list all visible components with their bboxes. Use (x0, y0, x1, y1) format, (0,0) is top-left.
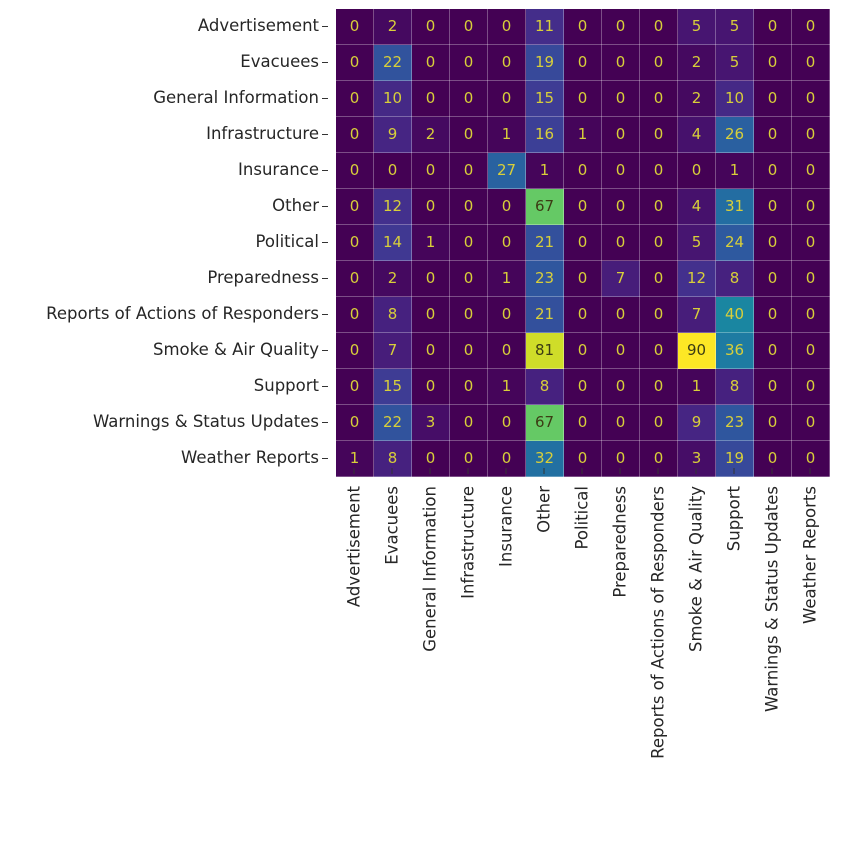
y-tick-label: Warnings & Status Updates (93, 412, 319, 431)
heatmap-cell: 0 (640, 225, 678, 261)
heatmap-cell: 81 (526, 333, 564, 369)
y-tick-label: Advertisement (197, 16, 319, 35)
heatmap-cell: 15 (526, 81, 564, 117)
heatmap-cell: 0 (412, 261, 450, 297)
heatmap-cell: 2 (412, 117, 450, 153)
heatmap-cell: 7 (374, 333, 412, 369)
heatmap-cell: 0 (488, 189, 526, 225)
heatmap-cell: 1 (488, 261, 526, 297)
heatmap-row (336, 297, 830, 333)
heatmap-cell: 2 (678, 81, 716, 117)
heatmap-cell: 0 (640, 441, 678, 477)
heatmap-cell: 0 (564, 153, 602, 189)
x-tick-mark (544, 468, 545, 474)
heatmap-cell: 0 (488, 45, 526, 81)
heatmap-cell: 0 (792, 261, 830, 297)
x-tick-mark (658, 468, 659, 474)
heatmap-cell: 0 (488, 441, 526, 477)
y-tick-label: Political (255, 232, 319, 251)
heatmap-grid (335, 8, 830, 477)
heatmap-cell: 0 (602, 405, 640, 441)
heatmap-cell: 0 (412, 81, 450, 117)
x-tick-mark (430, 468, 431, 474)
x-tick-label: Political (572, 486, 592, 550)
heatmap-cell: 0 (792, 405, 830, 441)
heatmap-cell: 0 (640, 333, 678, 369)
heatmap-row (336, 333, 830, 369)
heatmap-cell: 0 (336, 153, 374, 189)
y-tick-label: Weather Reports (180, 448, 319, 467)
heatmap-cell: 0 (564, 297, 602, 333)
heatmap-cell: 0 (754, 369, 792, 405)
heatmap-cell: 0 (450, 369, 488, 405)
heatmap-cell: 1 (716, 153, 754, 189)
heatmap-cell: 1 (412, 225, 450, 261)
x-tick-label: Insurance (496, 486, 516, 567)
heatmap-cell: 0 (450, 117, 488, 153)
heatmap-cell: 3 (678, 441, 716, 477)
heatmap-cell: 27 (488, 153, 526, 189)
x-tick-mark (696, 468, 697, 474)
heatmap-cell: 0 (374, 153, 412, 189)
heatmap-cell: 11 (526, 9, 564, 45)
heatmap-cell: 36 (716, 333, 754, 369)
heatmap-cell: 21 (526, 297, 564, 333)
heatmap-cell: 1 (488, 369, 526, 405)
heatmap-cell: 0 (602, 441, 640, 477)
heatmap-cell: 0 (336, 45, 374, 81)
heatmap-cell: 0 (754, 297, 792, 333)
x-tick-slot (601, 476, 639, 836)
heatmap-row (336, 225, 830, 261)
heatmap-cell: 0 (792, 117, 830, 153)
heatmap-cell: 8 (374, 441, 412, 477)
heatmap-cell: 5 (678, 9, 716, 45)
heatmap-cell: 0 (792, 225, 830, 261)
y-tick-mark (322, 26, 328, 27)
heatmap-cell: 14 (374, 225, 412, 261)
x-tick-label: Smoke & Air Quality (686, 486, 706, 652)
heatmap-cell: 32 (526, 441, 564, 477)
heatmap-cell: 21 (526, 225, 564, 261)
heatmap-cell: 0 (792, 153, 830, 189)
x-tick-mark (734, 468, 735, 474)
heatmap-cell: 0 (754, 81, 792, 117)
heatmap-cell: 0 (792, 369, 830, 405)
heatmap-cell: 0 (640, 9, 678, 45)
y-tick-mark (322, 134, 328, 135)
heatmap-cell: 0 (450, 9, 488, 45)
y-tick-mark (322, 62, 328, 63)
x-tick-label: Reports of Actions of Responders (648, 486, 668, 759)
heatmap-cell: 4 (678, 189, 716, 225)
heatmap-cell: 0 (754, 441, 792, 477)
heatmap-cell: 5 (716, 9, 754, 45)
heatmap-cell: 67 (526, 189, 564, 225)
y-tick-mark (322, 98, 328, 99)
x-tick-slot (335, 476, 373, 836)
heatmap-cell: 22 (374, 405, 412, 441)
heatmap-cell: 0 (488, 225, 526, 261)
heatmap-cell: 0 (792, 45, 830, 81)
heatmap-cell: 0 (336, 369, 374, 405)
x-tick-label: General Information (420, 486, 440, 652)
heatmap-cell: 0 (412, 9, 450, 45)
heatmap-cell: 0 (564, 45, 602, 81)
x-tick-label: Other (534, 486, 554, 533)
heatmap-cell: 0 (450, 45, 488, 81)
y-tick-label: General Information (153, 88, 319, 107)
heatmap-cell: 2 (374, 261, 412, 297)
heatmap-cell: 0 (754, 45, 792, 81)
heatmap-cell: 0 (792, 333, 830, 369)
x-tick-slot (525, 476, 563, 836)
y-tick-label: Support (253, 376, 319, 395)
heatmap-cell: 67 (526, 405, 564, 441)
heatmap-cell: 8 (374, 297, 412, 333)
heatmap-row (336, 9, 830, 45)
heatmap-cell: 0 (450, 405, 488, 441)
heatmap-cell: 0 (336, 117, 374, 153)
heatmap-row (336, 261, 830, 297)
heatmap-cell: 23 (526, 261, 564, 297)
heatmap-cell: 0 (336, 261, 374, 297)
y-tick-mark (322, 242, 328, 243)
heatmap-cell: 9 (678, 405, 716, 441)
heatmap-row (336, 405, 830, 441)
heatmap-row (336, 117, 830, 153)
heatmap-cell: 0 (602, 189, 640, 225)
heatmap-cell: 0 (754, 117, 792, 153)
y-tick-label: Infrastructure (206, 124, 319, 143)
y-tick-mark (322, 458, 328, 459)
heatmap-cell: 90 (678, 333, 716, 369)
heatmap-cell: 0 (754, 9, 792, 45)
heatmap-cell: 12 (374, 189, 412, 225)
heatmap-cell: 0 (450, 81, 488, 117)
heatmap-cell: 0 (602, 117, 640, 153)
y-tick-label: Smoke & Air Quality (153, 340, 319, 359)
heatmap-plot-area (335, 8, 830, 477)
x-tick-mark (354, 468, 355, 474)
y-tick-mark (322, 314, 328, 315)
heatmap-cell: 24 (716, 225, 754, 261)
heatmap-cell: 0 (564, 81, 602, 117)
heatmap-cell: 0 (450, 189, 488, 225)
heatmap-cell: 0 (640, 81, 678, 117)
y-tick-mark (322, 350, 328, 351)
heatmap-cell: 0 (450, 297, 488, 333)
heatmap-cell: 0 (602, 225, 640, 261)
x-tick-mark (772, 468, 773, 474)
x-tick-mark (620, 468, 621, 474)
heatmap-cell: 0 (564, 405, 602, 441)
y-tick-label: Preparedness (207, 268, 319, 287)
heatmap-cell: 0 (564, 189, 602, 225)
heatmap-cell: 15 (374, 369, 412, 405)
heatmap-cell: 0 (336, 405, 374, 441)
heatmap-cell: 10 (716, 81, 754, 117)
heatmap-cell: 26 (716, 117, 754, 153)
heatmap-cell: 0 (754, 405, 792, 441)
heatmap-cell: 0 (640, 189, 678, 225)
heatmap-cell: 0 (412, 333, 450, 369)
heatmap-cell: 1 (336, 441, 374, 477)
heatmap-cell: 0 (640, 369, 678, 405)
heatmap-cell: 0 (602, 369, 640, 405)
heatmap-cell: 7 (678, 297, 716, 333)
heatmap-row (336, 45, 830, 81)
x-tick-slot (449, 476, 487, 836)
heatmap-cell: 0 (792, 297, 830, 333)
heatmap-cell: 0 (602, 153, 640, 189)
heatmap-cell: 0 (412, 153, 450, 189)
heatmap-cell: 10 (374, 81, 412, 117)
heatmap-cell: 0 (336, 297, 374, 333)
heatmap-cell: 0 (640, 117, 678, 153)
heatmap-cell: 2 (678, 45, 716, 81)
heatmap-cell: 0 (488, 405, 526, 441)
heatmap-cell: 0 (488, 81, 526, 117)
heatmap-cell: 0 (564, 441, 602, 477)
x-tick-slot (791, 476, 829, 836)
heatmap-cell: 0 (450, 441, 488, 477)
heatmap-cell: 1 (678, 369, 716, 405)
x-tick-slot (373, 476, 411, 836)
heatmap-cell: 9 (374, 117, 412, 153)
heatmap-cell: 0 (336, 189, 374, 225)
heatmap-row (336, 189, 830, 225)
heatmap-cell: 31 (716, 189, 754, 225)
heatmap-cell: 0 (602, 297, 640, 333)
heatmap-cell: 0 (754, 153, 792, 189)
heatmap-cell: 0 (450, 153, 488, 189)
heatmap-cell: 1 (564, 117, 602, 153)
heatmap-cell: 5 (716, 45, 754, 81)
heatmap-cell: 7 (602, 261, 640, 297)
heatmap-cell: 0 (564, 261, 602, 297)
x-tick-slot (563, 476, 601, 836)
heatmap-cell: 0 (412, 441, 450, 477)
y-tick-label: Other (272, 196, 319, 215)
y-tick-mark (322, 422, 328, 423)
heatmap-cell: 0 (488, 9, 526, 45)
x-tick-mark (582, 468, 583, 474)
heatmap-cell: 8 (716, 369, 754, 405)
heatmap-cell: 0 (640, 405, 678, 441)
heatmap-cell: 3 (412, 405, 450, 441)
heatmap-cell: 22 (374, 45, 412, 81)
heatmap-row (336, 153, 830, 189)
x-tick-mark (468, 468, 469, 474)
y-tick-label: Evacuees (240, 52, 319, 71)
x-tick-slot (715, 476, 753, 836)
x-tick-slot (677, 476, 715, 836)
heatmap-cell: 12 (678, 261, 716, 297)
heatmap-cell: 40 (716, 297, 754, 333)
x-tick-label: Preparedness (610, 486, 630, 598)
heatmap-cell: 0 (640, 45, 678, 81)
heatmap-cell: 0 (640, 261, 678, 297)
heatmap-cell: 0 (412, 297, 450, 333)
heatmap-cell: 0 (488, 297, 526, 333)
x-tick-label: Advertisement (344, 486, 364, 608)
y-tick-mark (322, 206, 328, 207)
x-tick-label: Evacuees (382, 486, 402, 565)
heatmap-cell: 0 (754, 189, 792, 225)
heatmap-cell: 0 (754, 333, 792, 369)
x-tick-label: Warnings & Status Updates (762, 486, 782, 712)
heatmap-cell: 0 (792, 189, 830, 225)
heatmap-cell: 0 (754, 261, 792, 297)
heatmap-cell: 16 (526, 117, 564, 153)
heatmap-cell: 2 (374, 9, 412, 45)
x-tick-mark (506, 468, 507, 474)
heatmap-body (336, 9, 830, 477)
heatmap-cell: 0 (754, 225, 792, 261)
heatmap-cell: 1 (488, 117, 526, 153)
heatmap-cell: 0 (488, 333, 526, 369)
heatmap-cell: 0 (640, 297, 678, 333)
heatmap-cell: 0 (336, 9, 374, 45)
y-tick-mark (322, 170, 328, 171)
heatmap-cell: 0 (564, 9, 602, 45)
heatmap-cell: 0 (640, 153, 678, 189)
heatmap-cell: 0 (336, 333, 374, 369)
heatmap-cell: 19 (716, 441, 754, 477)
heatmap-cell: 0 (564, 225, 602, 261)
heatmap-cell: 0 (336, 81, 374, 117)
heatmap-cell: 0 (564, 333, 602, 369)
heatmap-cell: 0 (450, 225, 488, 261)
x-tick-slot (639, 476, 677, 836)
x-tick-label: Support (724, 486, 744, 552)
heatmap-cell: 0 (450, 261, 488, 297)
y-tick-label: Reports of Actions of Responders (46, 304, 319, 323)
heatmap-cell: 0 (602, 45, 640, 81)
x-tick-mark (392, 468, 393, 474)
heatmap-cell: 0 (412, 369, 450, 405)
y-tick-mark (322, 278, 328, 279)
heatmap-cell: 0 (564, 369, 602, 405)
heatmap-cell: 19 (526, 45, 564, 81)
heatmap-cell: 23 (716, 405, 754, 441)
heatmap-cell: 0 (792, 81, 830, 117)
heatmap-cell: 5 (678, 225, 716, 261)
heatmap-cell: 0 (602, 9, 640, 45)
heatmap-cell: 0 (412, 189, 450, 225)
heatmap-cell: 0 (450, 333, 488, 369)
y-tick-mark (322, 386, 328, 387)
heatmap-cell: 0 (336, 225, 374, 261)
heatmap-cell: 0 (602, 333, 640, 369)
x-tick-slot (753, 476, 791, 836)
x-tick-slot (411, 476, 449, 836)
y-axis-tick-labels (0, 8, 328, 476)
x-tick-label: Weather Reports (800, 486, 820, 625)
x-tick-mark (810, 468, 811, 474)
heatmap-cell: 0 (412, 45, 450, 81)
heatmap-cell: 4 (678, 117, 716, 153)
heatmap-cell: 0 (792, 9, 830, 45)
y-tick-label: Insurance (238, 160, 319, 179)
heatmap-row (336, 441, 830, 477)
heatmap-row (336, 369, 830, 405)
heatmap-cell: 8 (526, 369, 564, 405)
heatmap-row (336, 81, 830, 117)
heatmap-cell: 0 (792, 441, 830, 477)
heatmap-cell: 0 (602, 81, 640, 117)
heatmap-cell: 8 (716, 261, 754, 297)
x-tick-slot (487, 476, 525, 836)
heatmap-cell: 1 (526, 153, 564, 189)
heatmap-cell: 0 (678, 153, 716, 189)
x-tick-label: Infrastructure (458, 486, 478, 599)
